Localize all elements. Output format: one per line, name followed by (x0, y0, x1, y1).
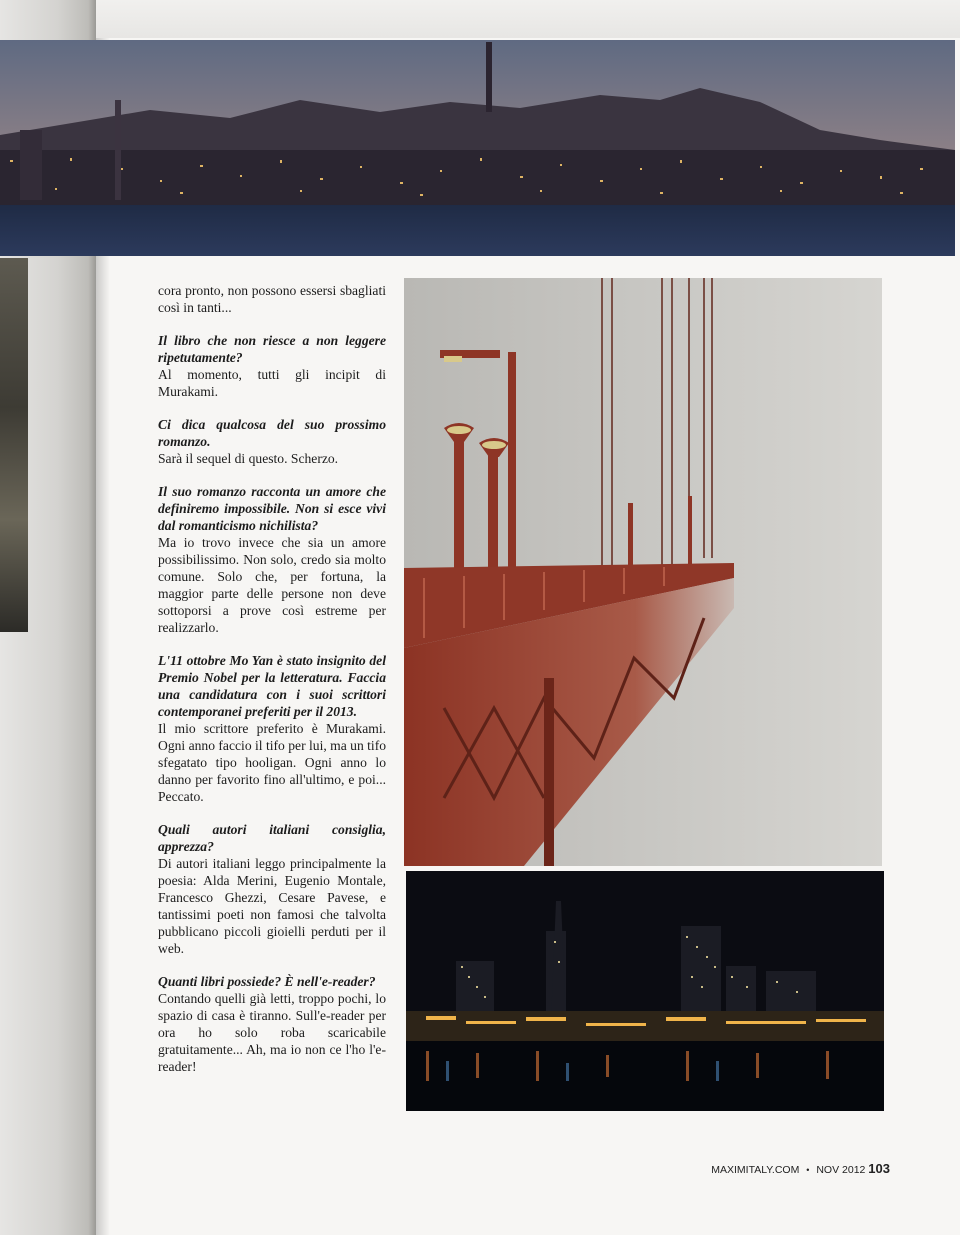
night-city-waterfront-photo (406, 871, 884, 1111)
previous-page-aerial-photo (0, 258, 28, 632)
golden-gate-bridge-fog-photo (404, 278, 882, 866)
interview-block (158, 416, 386, 467)
footer-site: MAXIMITALY.COM (711, 1164, 800, 1176)
interview-block (158, 483, 386, 636)
answer-text: Il mio scrittore preferito è Murakami. Ogni anno faccio il tifo per lui, ma un tifo sfegatato tipo hooligan. Ogni anno lo danno per favorito fino all'ultimo, e poi... Peccato. (158, 721, 387, 804)
interview-block (158, 973, 386, 1075)
question-text: Quanti libri possiede? È nell'e-reader? (158, 974, 376, 989)
question-text: L'11 ottobre Mo Yan è stato insignito del Premio Nobel per la letteratura. Faccia una candidatura con i suoi scrittori contemporanei preferiti per il 2013. (158, 653, 386, 719)
answer-text: Di autori italiani leggo principalmente la poesia: Alda Merini, Eugenio Montale, Francesco Ghezzi, Cesare Pavese, e tantissimi poeti non famosi che talvolta pubblicano piccoli gioielli perduti per il web. (158, 856, 386, 956)
answer-text: Ma io trovo invece che sia un amore possibilissimo. Non solo, credo sia molto comune. Solo che, per fortuna, la maggior parte delle persone non deve sottoporsi a prove così estreme per realizzarlo. (158, 535, 386, 635)
interview-block (158, 282, 386, 316)
interview-block (158, 332, 386, 400)
question-text: Ci dica qualcosa del suo prossimo romanzo. (158, 417, 386, 449)
question-text: Quali autori italiani consiglia, apprezza? (158, 822, 386, 854)
answer-text: Contando quelli già letti, troppo pochi, lo spazio di casa è tiranno. Sull'e-reader per ora ho solo roba scaricabile gratuitamente... Ah, ma io non ce l'ho l'e-reader! (158, 991, 386, 1074)
scan-top-edge (0, 0, 960, 38)
interview-block (158, 821, 386, 957)
page-number: 103 (868, 1161, 890, 1176)
answer-text: Al momento, tutti gli incipit di Murakami. (158, 367, 386, 399)
city-skyline-photo (0, 40, 955, 256)
page-footer (700, 1161, 890, 1176)
footer-issue: NOV 2012 (816, 1164, 866, 1176)
interview-column (158, 282, 386, 1091)
footer-separator: • (806, 1165, 810, 1175)
answer-text: Sarà il sequel di questo. Scherzo. (158, 451, 339, 466)
question-text: Il suo romanzo racconta un amore che definiremo impossibile. Non si esce vivi dal romanticismo nichilista? (158, 484, 386, 533)
interview-block (158, 652, 386, 805)
question-text: Il libro che non riesce a non leggere ripetutamente? (158, 333, 386, 365)
answer-text: cora pronto, non possono essersi sbagliati così in tanti... (158, 283, 386, 315)
